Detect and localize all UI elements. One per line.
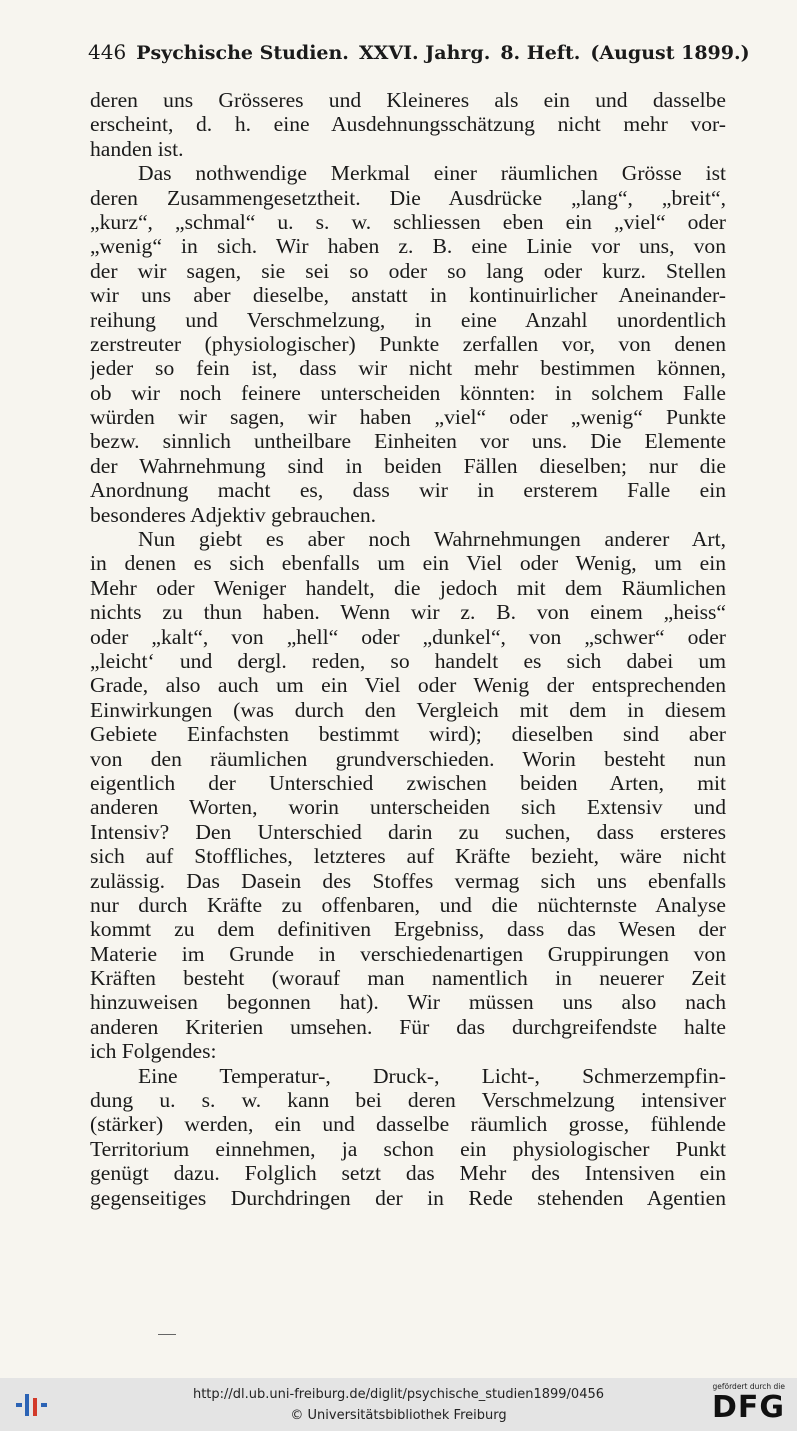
text-line: handen ist. [90, 136, 184, 161]
dfg-logo-text: DFG [711, 1390, 785, 1425]
text-line: deren Zusammengesetztheit. Die Ausdrücke „lang“, „breit“, [90, 185, 726, 210]
text-line: sich auf Stoffliches, letzteres auf Kräfte bezieht, wäre nicht [90, 844, 726, 869]
text-line: der Wahrnehmung sind in beiden Fällen dieselben; nur die [90, 453, 726, 478]
text-line: Kräften besteht (worauf man namentlich in neuerer Zeit [90, 966, 726, 991]
text-line: Nun giebt es aber noch Wahrnehmungen anderer Art, [138, 527, 726, 552]
text-line: kommt zu dem definitiven Ergebniss, dass das Wesen der [90, 917, 726, 942]
text-line: zulässig. Das Dasein des Stoffes vermag sich uns ebenfalls [90, 868, 726, 893]
text-line: Eine Temperatur-, Druck-, Licht-, Schmerzempfin- [138, 1063, 726, 1088]
text-line: nichts zu thun haben. Wenn wir z. B. von einem „heiss“ [90, 600, 726, 625]
dfg-logo [699, 1382, 785, 1428]
running-title: Psychische Studien. [136, 42, 349, 64]
text-line: wir uns aber dieselbe, anstatt in kontinuirlicher Aneinander- [90, 283, 726, 308]
text-line: reihung und Verschmelzung, in eine Anzahl unordentlich [90, 307, 726, 332]
text-line: anderen Kriterien umsehen. Für das durchgreifendste halte [90, 1014, 726, 1039]
text-line: dung u. s. w. kann bei deren Verschmelzung intensiver [90, 1088, 726, 1113]
text-line: ich Folgendes: [90, 1039, 217, 1064]
text-line: nur durch Kräfte zu offenbaren, und die nüchternste Analyse [90, 892, 726, 917]
page-number: 446 [88, 40, 127, 64]
footnote-rule [158, 1334, 176, 1335]
text-line: „leicht‘ und dergl. reden, so handelt es sich dabei um [90, 648, 726, 673]
text-line: würden wir sagen, wir haben „viel“ oder „wenig“ Punkte [90, 405, 726, 430]
viewer-footer [0, 1378, 797, 1431]
text-line: erscheint, d. h. eine Ausdehnungsschätzung nicht mehr vor- [90, 112, 726, 137]
text-line: Mehr oder Weniger handelt, die jedoch mit dem Räumlichen [90, 575, 726, 600]
issue-label: 8. Heft. [500, 42, 581, 64]
text-line: „wenig“ in sich. Wir haben z. B. eine Linie vor uns, von [90, 234, 726, 259]
dfg-tagline: gefördert durch die [712, 1382, 785, 1391]
text-line: jeder so fein ist, dass wir nicht mehr bestimmen können, [90, 356, 726, 381]
source-url-link[interactable]: http://dl.ub.uni-freiburg.de/diglit/psychische_studien1899/0456 [192, 1387, 605, 1402]
text-line: eigentlich der Unterschied zwischen beiden Arten, mit [90, 770, 726, 795]
text-line: Anordnung macht es, dass wir in ersterem Falle ein [90, 478, 726, 503]
text-line: zerstreuter (physiologischer) Punkte zerfallen vor, von denen [90, 331, 726, 356]
issue-date: (August 1899.) [590, 42, 750, 64]
text-line: ob wir noch feinere unterscheiden könnten: in solchem Falle [90, 380, 726, 405]
text-line: hinzuweisen begonnen hat). Wir müssen uns also nach [90, 990, 726, 1015]
volume-label: XXVI. Jahrg. [358, 42, 491, 64]
text-line: besonderes Adjektiv gebrauchen. [90, 502, 377, 527]
text-line: Einwirkungen (was durch den Vergleich mit dem in diesem [90, 697, 726, 722]
text-line: (stärker) werden, ein und dasselbe räumlich grosse, fühlende [90, 1112, 726, 1137]
text-line: von den räumlichen grundverschieden. Worin besteht nun [90, 746, 726, 771]
text-line: oder „kalt“, von „hell“ oder „dunkel“, von „schwer“ oder [90, 624, 726, 649]
text-line: gegenseitiges Durchdringen der in Rede stehenden Agentien [90, 1185, 726, 1210]
text-line: deren uns Grösseres und Kleineres als ein und dasselbe [90, 88, 726, 112]
text-line: Das nothwendige Merkmal einer räumlichen Grösse ist [138, 161, 726, 186]
text-line: anderen Worten, worin unterscheiden sich Extensiv und [90, 795, 726, 820]
text-line: der wir sagen, sie sei so oder so lang oder kurz. Stellen [90, 258, 726, 283]
running-header [88, 40, 750, 64]
text-line: Grade, also auch um ein Viel oder Wenig der entsprechenden [90, 673, 726, 698]
text-line: Territorium einnehmen, ja schon ein physiologischer Punkt [90, 1136, 726, 1161]
text-line: bezw. sinnlich untheilbare Einheiten vor uns. Die Elemente [90, 429, 726, 454]
text-line: genügt dazu. Folglich setzt das Mehr des Intensiven ein [90, 1161, 726, 1186]
text-line: Gebiete Einfachsten bestimmt wird); dieselben sind aber [90, 722, 726, 747]
text-line: „kurz“, „schmal“ u. s. w. schliessen eben ein „viel“ oder [90, 209, 726, 234]
text-line: Intensiv? Den Unterschied darin zu suchen, dass ersteres [90, 819, 726, 844]
text-line: Materie im Grunde in verschiedenartigen Gruppirungen von [90, 941, 726, 966]
body-text [90, 88, 726, 1210]
text-line: in denen es sich ebenfalls um ein Viel oder Wenig, um ein [90, 551, 726, 576]
copyright-notice: © Universitätsbibliothek Freiburg [290, 1408, 507, 1423]
